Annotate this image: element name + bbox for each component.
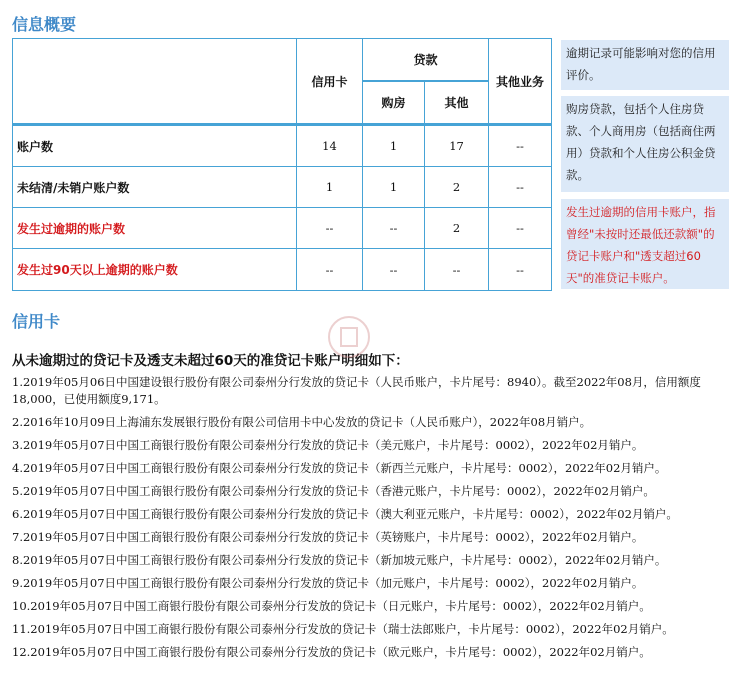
header-loan: 贷款 (363, 39, 489, 81)
list-item: 8.2019年05月07日中国工商银行股份有限公司泰州分行发放的贷记卡（新加坡元账户，卡片尾号：0002），2022年02月销户。 (12, 553, 667, 567)
list-item: 4.2019年05月07日中国工商银行股份有限公司泰州分行发放的贷记卡（新西兰元账户，卡片尾号：0002），2022年02月销户。 (12, 461, 667, 475)
note-overdue-card: 发生过逾期的信用卡账户，指曾经"未按时还最低还款额"的贷记卡账户和"透支超过60天"的准贷记卡账户。 (561, 199, 729, 289)
header-other-loan: 其他 (425, 81, 489, 125)
list-item: 2.2016年10月09日上海浦东发展银行股份有限公司信用卡中心发放的贷记卡（人民币账户），2022年08月销户。 (12, 415, 592, 429)
cell-credit: 1 (297, 167, 363, 208)
cell-house: 1 (363, 167, 425, 208)
cell-other: 17 (425, 125, 489, 167)
table-row (13, 125, 552, 167)
cell-house: 1 (363, 125, 425, 167)
header-blank (13, 39, 297, 125)
record-list (12, 374, 724, 667)
note-house-loan: 购房贷款，包括个人住房贷款、个人商用房（包括商住两用）贷款和个人住房公积金贷款。 (561, 96, 729, 192)
cell-house: -- (363, 249, 425, 291)
cell-biz: -- (489, 167, 552, 208)
row-label: 账户数 (13, 125, 297, 167)
list-item: 1.2019年05月06日中国建设银行股份有限公司泰州分行发放的贷记卡（人民币账户，卡片尾号：8940）。截至2022年08月，信用额度18,000，已使用额度9,171。 (12, 375, 701, 406)
cell-credit: -- (297, 249, 363, 291)
list-item: 11.2019年05月07日中国工商银行股份有限公司泰州分行发放的贷记卡（瑞士法郎账户，卡片尾号：0002），2022年02月销户。 (12, 622, 674, 636)
cell-biz: -- (489, 249, 552, 291)
table-row (13, 249, 552, 291)
header-credit-card: 信用卡 (297, 39, 363, 125)
cell-biz: -- (489, 208, 552, 249)
cell-other: -- (425, 249, 489, 291)
section-title-credit-card: 信用卡 (12, 312, 61, 331)
list-item: 6.2019年05月07日中国工商银行股份有限公司泰州分行发放的贷记卡（澳大利亚元账户，卡片尾号：0002），2022年02月销户。 (12, 507, 678, 521)
detail-heading: 从未逾期过的贷记卡及透支未超过60天的准贷记卡账户明细如下： (12, 353, 409, 369)
cell-credit: -- (297, 208, 363, 249)
section-title-summary: 信息概要 (12, 15, 77, 34)
note-overdue-impact: 逾期记录可能影响对您的信用评价。 (561, 40, 729, 90)
list-item: 9.2019年05月07日中国工商银行股份有限公司泰州分行发放的贷记卡（加元账户，卡片尾号：0002），2022年02月销户。 (12, 576, 644, 590)
cell-credit: 14 (297, 125, 363, 167)
summary-table (12, 38, 552, 291)
header-house-loan: 购房 (363, 81, 425, 125)
row-label: 发生过90天以上逾期的账户数 (13, 249, 297, 291)
row-label: 未结清/未销户账户数 (13, 167, 297, 208)
cell-other: 2 (425, 208, 489, 249)
list-item: 3.2019年05月07日中国工商银行股份有限公司泰州分行发放的贷记卡（美元账户，卡片尾号：0002），2022年02月销户。 (12, 438, 644, 452)
list-item: 10.2019年05月07日中国工商银行股份有限公司泰州分行发放的贷记卡（日元账户，卡片尾号：0002），2022年02月销户。 (12, 599, 651, 613)
table-row (13, 208, 552, 249)
cell-house: -- (363, 208, 425, 249)
row-label: 发生过逾期的账户数 (13, 208, 297, 249)
list-item: 12.2019年05月07日中国工商银行股份有限公司泰州分行发放的贷记卡（欧元账户，卡片尾号：0002），2022年02月销户。 (12, 645, 651, 659)
cell-other: 2 (425, 167, 489, 208)
table-row (13, 167, 552, 208)
list-item: 5.2019年05月07日中国工商银行股份有限公司泰州分行发放的贷记卡（香港元账户，卡片尾号：0002），2022年02月销户。 (12, 484, 655, 498)
header-other-business: 其他业务 (489, 39, 552, 125)
list-item: 7.2019年05月07日中国工商银行股份有限公司泰州分行发放的贷记卡（英镑账户，卡片尾号：0002），2022年02月销户。 (12, 530, 644, 544)
cell-biz: -- (489, 125, 552, 167)
